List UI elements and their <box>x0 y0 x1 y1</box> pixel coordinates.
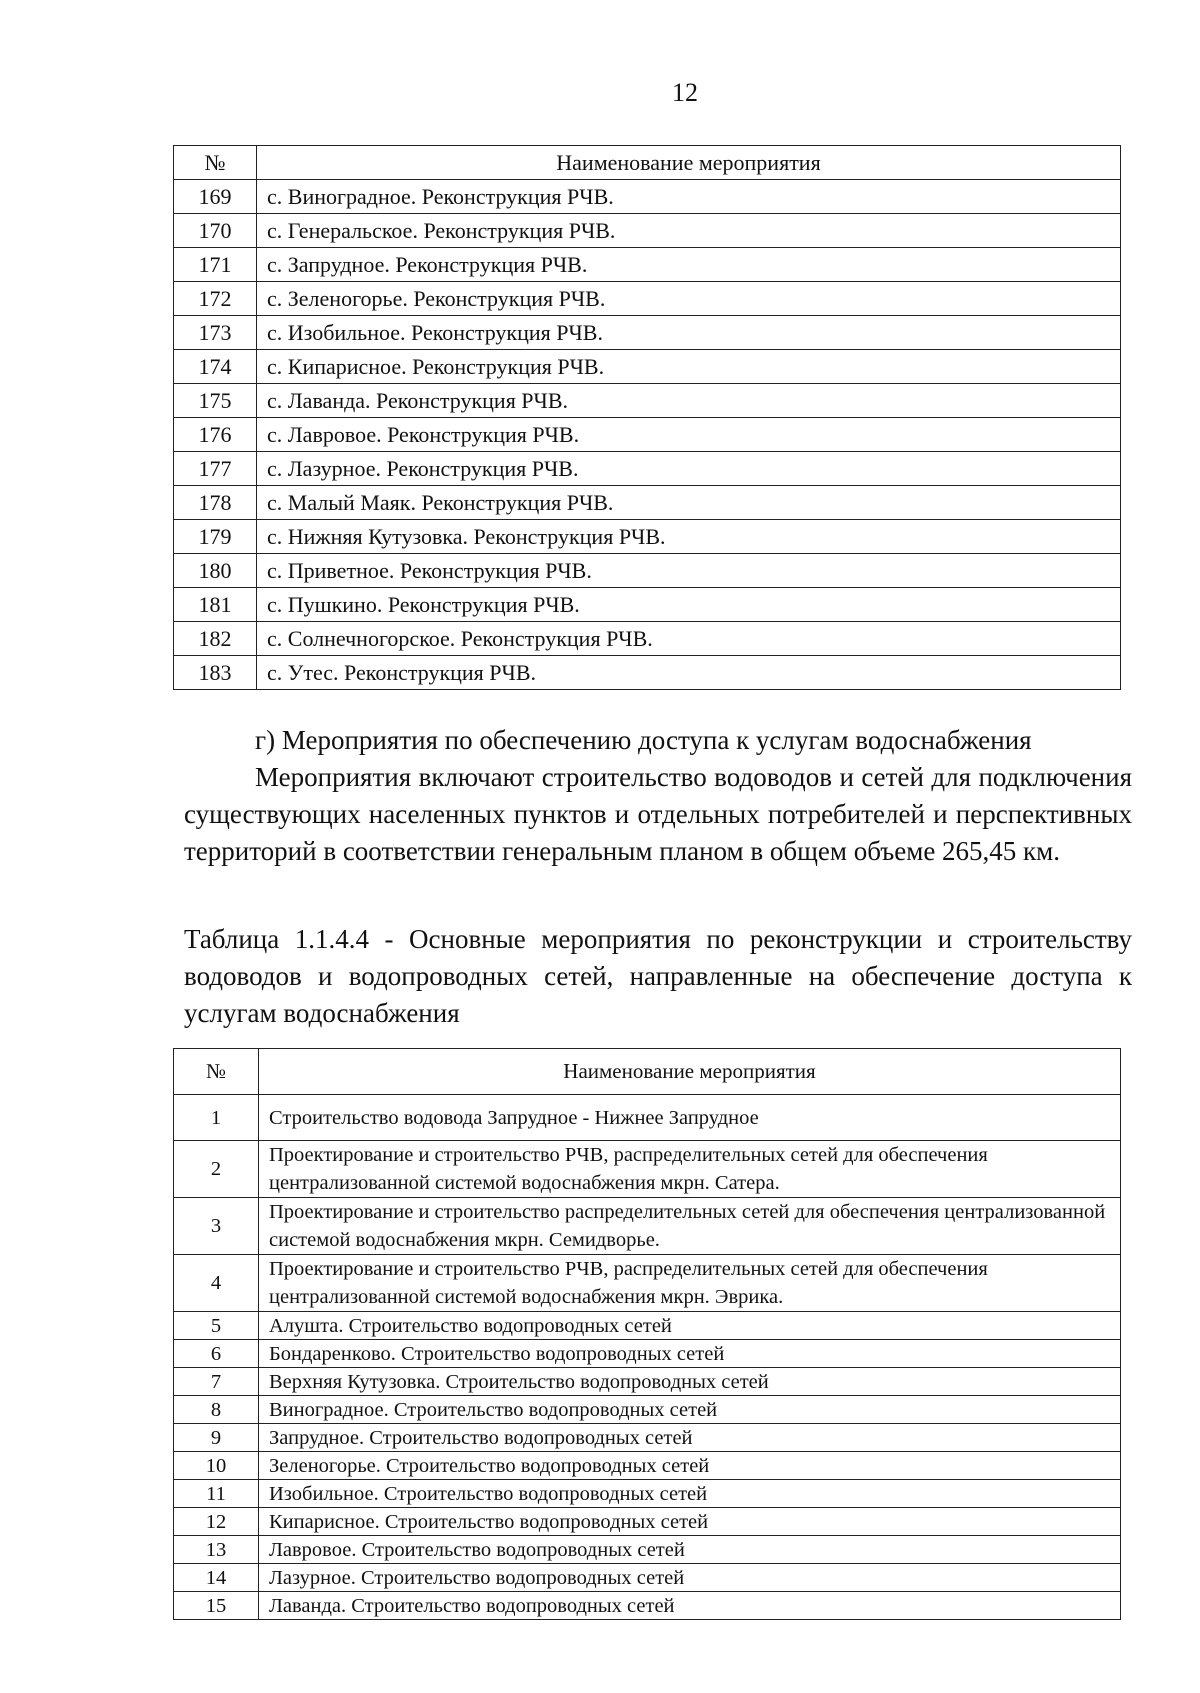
table-row <box>174 554 1121 588</box>
row-name: с. Пушкино. Реконструкция РЧВ. <box>257 588 1121 622</box>
row-name: Зеленогорье. Строительство водопроводных сетей <box>259 1452 1121 1480</box>
row-number: 177 <box>174 452 257 486</box>
table-row <box>174 1592 1121 1620</box>
table-row <box>174 350 1121 384</box>
row-name: Запрудное. Строительство водопроводных сетей <box>259 1424 1121 1452</box>
row-number: 5 <box>174 1312 259 1340</box>
row-number: 9 <box>174 1424 259 1452</box>
row-number: 170 <box>174 214 257 248</box>
table-row <box>174 282 1121 316</box>
table-row <box>174 1536 1121 1564</box>
table-row <box>174 520 1121 554</box>
row-number: 6 <box>174 1340 259 1368</box>
column-header-name: Наименование мероприятия <box>257 146 1121 180</box>
row-number: 3 <box>174 1198 259 1255</box>
row-number: 182 <box>174 622 257 656</box>
row-name: Виноградное. Строительство водопроводных сетей <box>259 1396 1121 1424</box>
row-name: Бондаренково. Строительство водопроводных сетей <box>259 1340 1121 1368</box>
row-number: 178 <box>174 486 257 520</box>
row-name: с. Изобильное. Реконструкция РЧВ. <box>257 316 1121 350</box>
row-name: с. Приветное. Реконструкция РЧВ. <box>257 554 1121 588</box>
row-number: 8 <box>174 1396 259 1424</box>
table-row <box>174 452 1121 486</box>
row-name: Строительство водовода Запрудное - Нижнее Запрудное <box>259 1095 1121 1141</box>
row-number: 179 <box>174 520 257 554</box>
row-number: 183 <box>174 656 257 690</box>
row-name: Проектирование и строительство распределительных сетей для обеспечения централизованной системой водоснабжения мкрн. Семидворье. <box>259 1198 1121 1255</box>
row-name: с. Зеленогорье. Реконструкция РЧВ. <box>257 282 1121 316</box>
row-name: Лавровое. Строительство водопроводных сетей <box>259 1536 1121 1564</box>
row-number: 180 <box>174 554 257 588</box>
row-number: 11 <box>174 1480 259 1508</box>
table-caption: Таблица 1.1.4.4 - Основные мероприятия по реконструкции и строительству водоводов и водопроводных сетей, направленные на обеспечение доступа к услугам водоснабжения <box>184 924 1132 1028</box>
table-row <box>174 1396 1121 1424</box>
table-row <box>174 486 1121 520</box>
column-header-number: № <box>174 1049 259 1095</box>
row-number: 171 <box>174 248 257 282</box>
table-header-row <box>174 1049 1121 1095</box>
table-row <box>174 1095 1121 1141</box>
row-name: с. Генеральское. Реконструкция РЧВ. <box>257 214 1121 248</box>
table-row <box>174 588 1121 622</box>
table-row <box>174 1452 1121 1480</box>
row-name: с. Лавровое. Реконструкция РЧВ. <box>257 418 1121 452</box>
table-header-row <box>174 146 1121 180</box>
table-row <box>174 248 1121 282</box>
column-header-number: № <box>174 146 257 180</box>
row-number: 13 <box>174 1536 259 1564</box>
row-number: 172 <box>174 282 257 316</box>
table-row <box>174 418 1121 452</box>
row-name: Алушта. Строительство водопроводных сетей <box>259 1312 1121 1340</box>
table-row <box>174 622 1121 656</box>
table-row <box>174 384 1121 418</box>
table-row <box>174 1424 1121 1452</box>
table-row <box>174 1255 1121 1312</box>
body-paragraph: Мероприятия включают строительство водоводов и сетей для подключения существующих населенных пунктов и отдельных потребителей и перспективных территорий в соответствии генеральным планом в общем объеме 265,45 км. <box>184 762 1132 866</box>
row-number: 181 <box>174 588 257 622</box>
row-name: Верхняя Кутузовка. Строительство водопроводных сетей <box>259 1368 1121 1396</box>
table-row <box>174 180 1121 214</box>
table-row <box>174 1340 1121 1368</box>
row-name: с. Нижняя Кутузовка. Реконструкция РЧВ. <box>257 520 1121 554</box>
row-name: с. Малый Маяк. Реконструкция РЧВ. <box>257 486 1121 520</box>
row-number: 1 <box>174 1095 259 1141</box>
row-name: Проектирование и строительство РЧВ, распределительных сетей для обеспечения централизованной системой водоснабжения мкрн. Эврика. <box>259 1255 1121 1312</box>
row-name: Кипарисное. Строительство водопроводных сетей <box>259 1508 1121 1536</box>
table-row <box>174 316 1121 350</box>
row-number: 15 <box>174 1592 259 1620</box>
table-row <box>174 656 1121 690</box>
row-number: 176 <box>174 418 257 452</box>
row-name: с. Лазурное. Реконструкция РЧВ. <box>257 452 1121 486</box>
row-name: Лаванда. Строительство водопроводных сетей <box>259 1592 1121 1620</box>
table-row <box>174 1141 1121 1198</box>
column-header-name: Наименование мероприятия <box>259 1049 1121 1095</box>
table-row <box>174 1368 1121 1396</box>
row-number: 10 <box>174 1452 259 1480</box>
row-number: 174 <box>174 350 257 384</box>
row-name: с. Утес. Реконструкция РЧВ. <box>257 656 1121 690</box>
page-number: 12 <box>672 78 698 107</box>
table-row <box>174 1312 1121 1340</box>
row-number: 173 <box>174 316 257 350</box>
row-name: с. Запрудное. Реконструкция РЧВ. <box>257 248 1121 282</box>
row-number: 12 <box>174 1508 259 1536</box>
row-name: с. Лаванда. Реконструкция РЧВ. <box>257 384 1121 418</box>
row-name: с. Кипарисное. Реконструкция РЧВ. <box>257 350 1121 384</box>
row-name: Изобильное. Строительство водопроводных сетей <box>259 1480 1121 1508</box>
row-name: Проектирование и строительство РЧВ, распределительных сетей для обеспечения централизованной системой водоснабжения мкрн. Сатера. <box>259 1141 1121 1198</box>
row-number: 7 <box>174 1368 259 1396</box>
row-name: Лазурное. Строительство водопроводных сетей <box>259 1564 1121 1592</box>
row-name: с. Виноградное. Реконструкция РЧВ. <box>257 180 1121 214</box>
row-name: с. Солнечногорское. Реконструкция РЧВ. <box>257 622 1121 656</box>
table-row <box>174 1508 1121 1536</box>
water-access-table <box>173 1048 1121 1620</box>
subsection-heading: г) Мероприятия по обеспечению доступа к услугам водоснабжения <box>255 725 1032 755</box>
row-number: 2 <box>174 1141 259 1198</box>
table-row <box>174 1198 1121 1255</box>
reconstruction-table <box>173 145 1121 690</box>
row-number: 14 <box>174 1564 259 1592</box>
row-number: 4 <box>174 1255 259 1312</box>
table-row <box>174 1564 1121 1592</box>
table-row <box>174 1480 1121 1508</box>
table-row <box>174 214 1121 248</box>
row-number: 169 <box>174 180 257 214</box>
row-number: 175 <box>174 384 257 418</box>
